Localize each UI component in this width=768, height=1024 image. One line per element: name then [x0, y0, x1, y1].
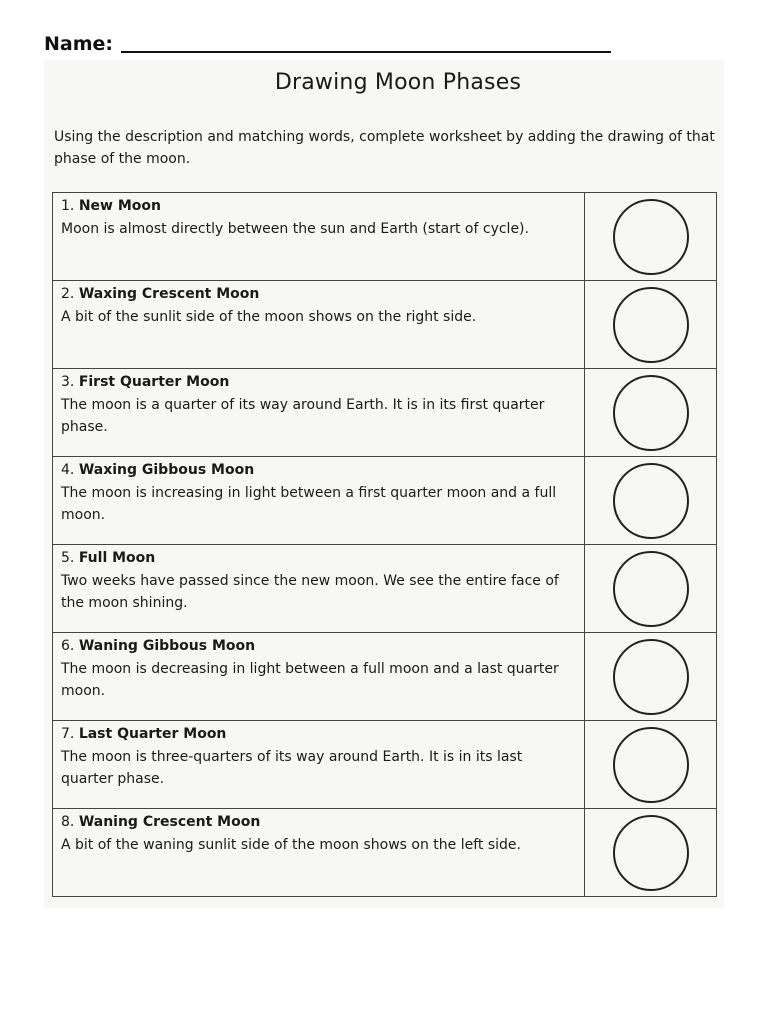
- phase-heading: [61, 636, 576, 656]
- phase-name: Last Quarter Moon: [78, 726, 227, 742]
- phase-name: Waxing Gibbous Moon: [78, 462, 255, 478]
- drawing-cell[interactable]: [585, 633, 717, 721]
- phase-description: The moon is a quarter of its way around Earth. It is in its first quarter phase.: [61, 397, 545, 435]
- drawing-cell[interactable]: [585, 809, 717, 897]
- drawing-cell[interactable]: [585, 457, 717, 545]
- phase-name: Waning Gibbous Moon: [78, 638, 256, 654]
- phase-name: Waning Crescent Moon: [78, 814, 261, 830]
- phase-description: A bit of the waning sunlit side of the moon shows on the left side.: [61, 837, 521, 853]
- moon-drawing-circle[interactable]: [613, 199, 689, 275]
- phase-description-cell: [53, 809, 585, 897]
- moon-drawing-circle[interactable]: [613, 287, 689, 363]
- moon-drawing-circle[interactable]: [613, 815, 689, 891]
- worksheet-title: Drawing Moon Phases: [274, 70, 522, 95]
- phase-description: The moon is three-quarters of its way around Earth. It is in its last quarter phase.: [61, 749, 523, 787]
- drawing-cell[interactable]: [585, 193, 717, 281]
- phase-heading: [61, 548, 576, 568]
- moon-drawing-circle[interactable]: [613, 639, 689, 715]
- phase-number: 7.: [61, 726, 75, 742]
- drawing-cell[interactable]: [585, 369, 717, 457]
- phase-name: First Quarter Moon: [78, 374, 230, 390]
- phase-description-cell: [53, 193, 585, 281]
- table-row: [53, 721, 717, 809]
- table-row: [53, 193, 717, 281]
- phase-number: 5.: [61, 550, 75, 566]
- phase-number: 3.: [61, 374, 75, 390]
- table-row: [53, 545, 717, 633]
- phase-number: 1.: [61, 198, 75, 214]
- phase-description: Moon is almost directly between the sun and Earth (start of cycle).: [61, 221, 529, 237]
- moon-drawing-circle[interactable]: [613, 375, 689, 451]
- name-label: Name:: [44, 33, 114, 55]
- phase-name: New Moon: [78, 198, 161, 214]
- moon-drawing-circle[interactable]: [613, 727, 689, 803]
- phase-heading: [61, 196, 576, 216]
- phase-heading: [61, 284, 576, 304]
- phase-description-cell: [53, 281, 585, 369]
- phase-description-cell: [53, 545, 585, 633]
- phase-number: 2.: [61, 286, 75, 302]
- name-field[interactable]: [44, 26, 644, 56]
- phase-number: 6.: [61, 638, 75, 654]
- phase-number: 8.: [61, 814, 75, 830]
- phase-heading: [61, 372, 576, 392]
- phase-number: 4.: [61, 462, 75, 478]
- moon-drawing-circle[interactable]: [613, 551, 689, 627]
- table-row: [53, 633, 717, 721]
- table-row: [53, 369, 717, 457]
- table-row: [53, 281, 717, 369]
- phase-description: A bit of the sunlit side of the moon shows on the right side.: [61, 309, 477, 325]
- phase-heading: [61, 812, 576, 832]
- phase-name: Full Moon: [78, 550, 156, 566]
- name-blank-line[interactable]: [121, 51, 611, 53]
- phase-description-cell: [53, 721, 585, 809]
- drawing-cell[interactable]: [585, 721, 717, 809]
- phase-description-cell: [53, 457, 585, 545]
- phase-name: Waxing Crescent Moon: [78, 286, 260, 302]
- phase-description: The moon is decreasing in light between a full moon and a last quarter moon.: [61, 661, 559, 699]
- table-row: [53, 457, 717, 545]
- drawing-cell[interactable]: [585, 545, 717, 633]
- table-row: [53, 809, 717, 897]
- moon-phase-table: [52, 192, 717, 897]
- phase-description-cell: [53, 369, 585, 457]
- drawing-cell[interactable]: [585, 281, 717, 369]
- phase-heading: [61, 460, 576, 480]
- phase-description: The moon is increasing in light between a first quarter moon and a full moon.: [61, 485, 557, 523]
- phase-heading: [61, 724, 576, 744]
- moon-drawing-circle[interactable]: [613, 463, 689, 539]
- phase-description-cell: [53, 633, 585, 721]
- phase-description: Two weeks have passed since the new moon. We see the entire face of the moon shining.: [61, 573, 559, 611]
- worksheet-instructions: Using the description and matching words, complete worksheet by adding the drawing of that phase of the moon.: [54, 129, 715, 167]
